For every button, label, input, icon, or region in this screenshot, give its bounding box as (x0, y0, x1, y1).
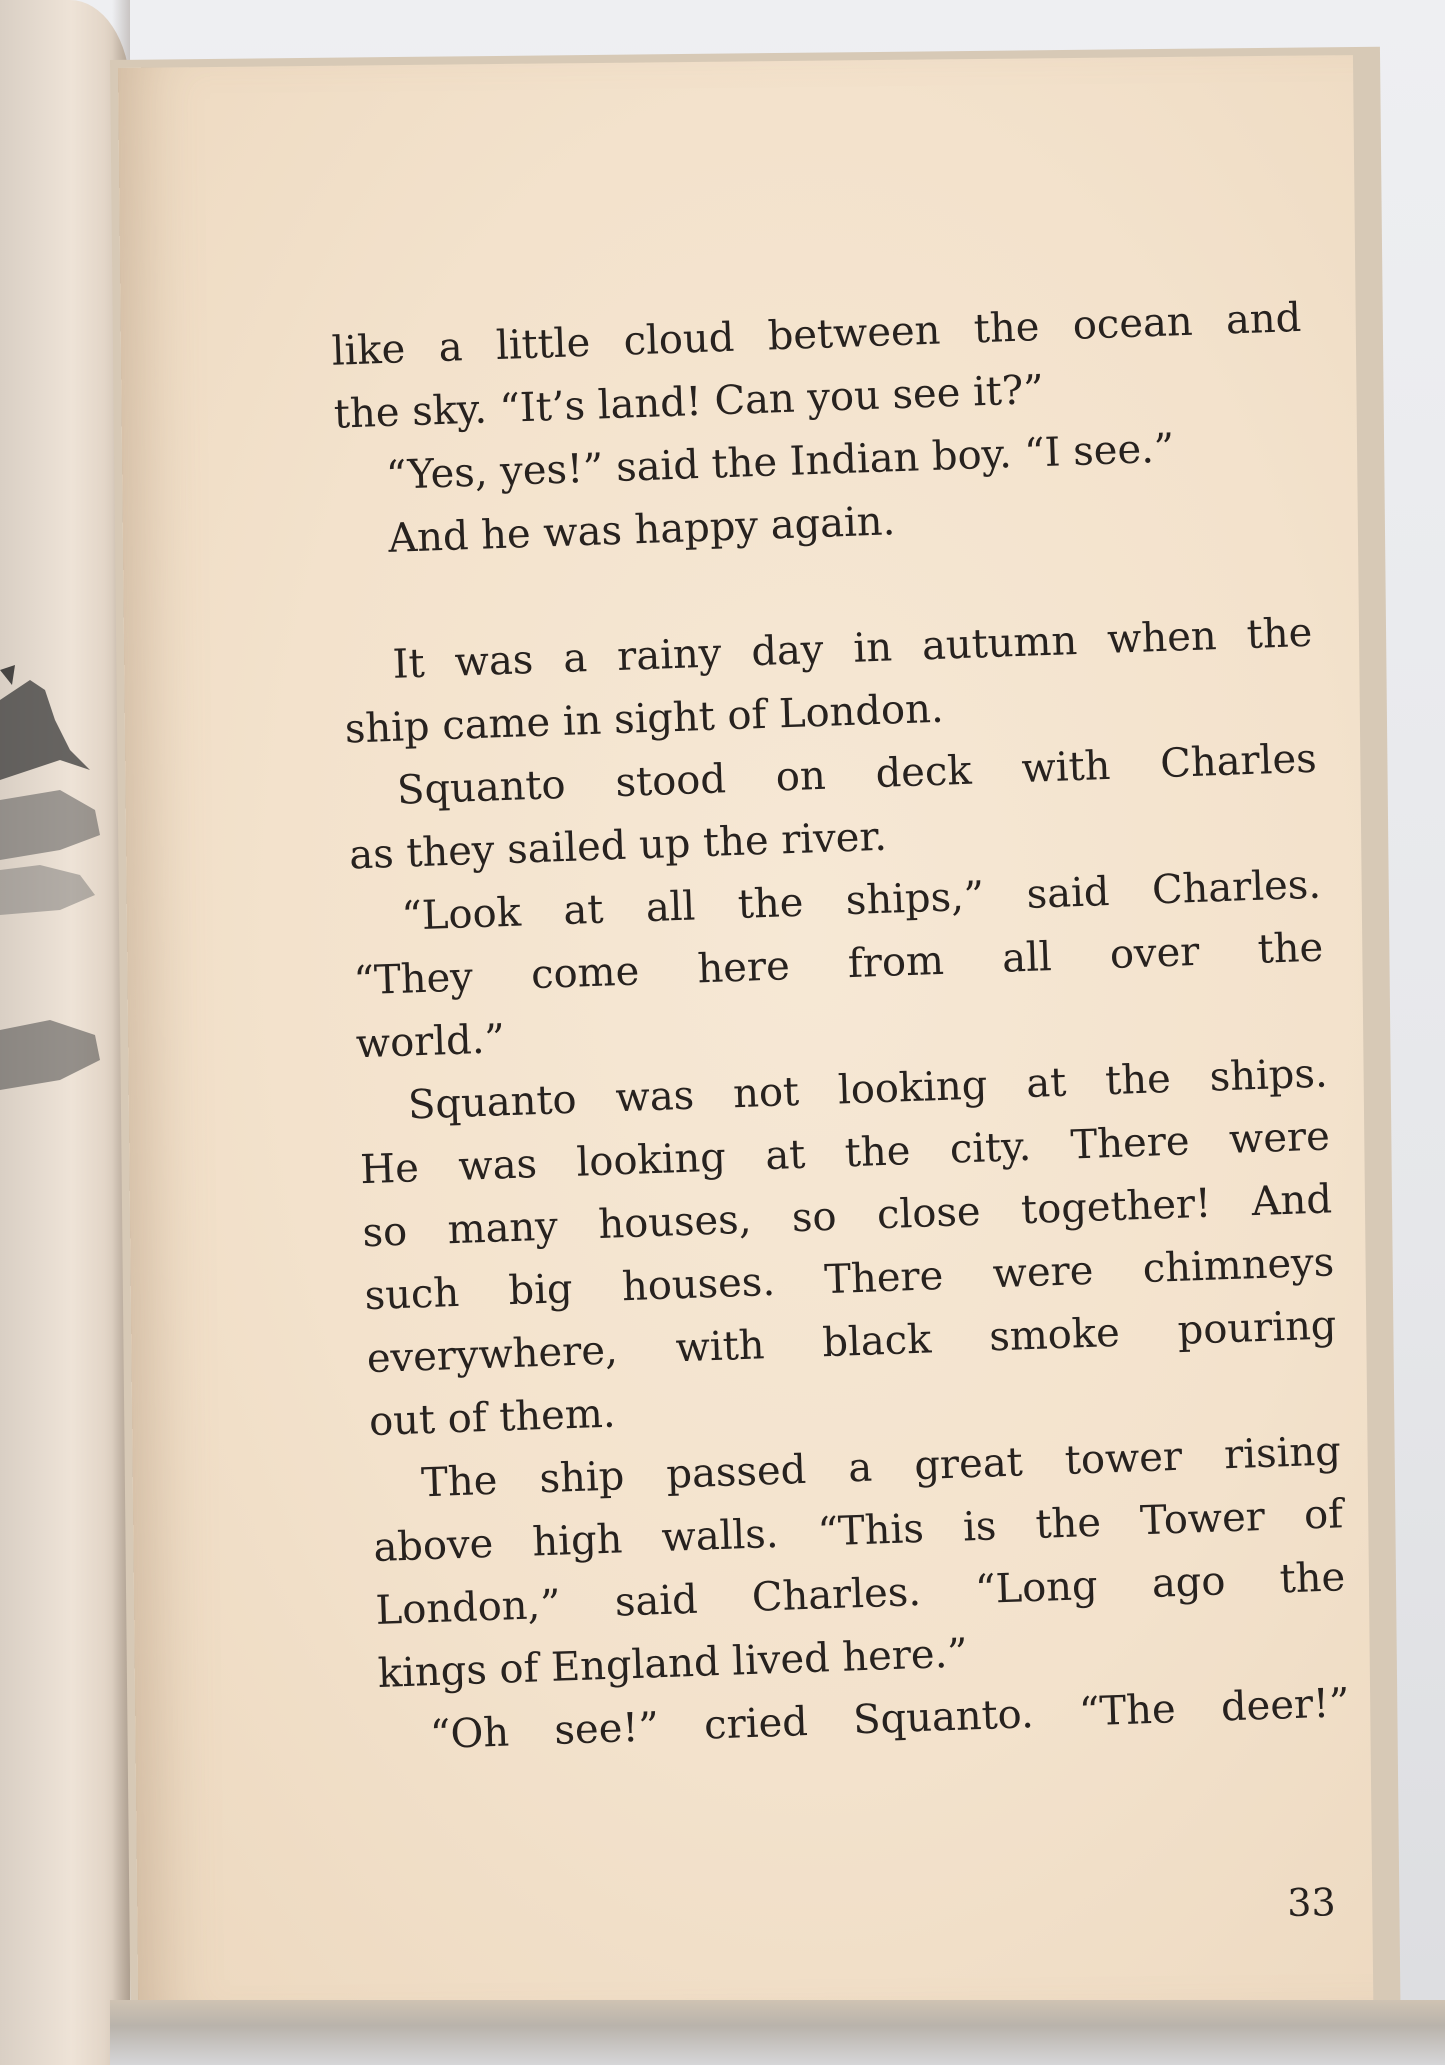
text-line: as they sailed up the river. (348, 813, 888, 879)
text-line: above high walls. “This is the Tower of (372, 1491, 1344, 1572)
page-number: 33 (1287, 1880, 1336, 1925)
book-bottom-edge (110, 2000, 1445, 2065)
text-line: And he was happy again. (387, 498, 896, 562)
text-line: world.” (355, 1016, 506, 1068)
text-line: Squanto was not looking at the ships. (407, 1050, 1329, 1129)
text-line: such big houses. There were chimneys (363, 1239, 1335, 1320)
body-text (331, 287, 1351, 1769)
text-line: kings of England lived here.” (377, 1630, 969, 1697)
text-line: London,” said Charles. “Long ago the (374, 1554, 1346, 1634)
text-line: ship came in sight of London. (344, 685, 945, 753)
text-line: like a little cloud between the ocean and (330, 294, 1302, 375)
text-line: the sky. “It’s land! Can you see it?” (333, 366, 1045, 438)
text-line: He was looking at the city. There were (359, 1113, 1331, 1194)
text-line: “Look at all the ships,” said Charles. (400, 861, 1322, 940)
text-line: The ship passed a great tower rising (420, 1428, 1342, 1507)
text-line: Squanto stood on deck with Charles (396, 735, 1318, 814)
text-line: It was a rainy day in autumn when the (391, 609, 1313, 688)
text-line: so many houses, so close together! And (361, 1176, 1333, 1257)
ink-illustration (0, 660, 110, 1140)
text-line: “Yes, yes!” said the Indian boy. “I see.” (385, 425, 1175, 499)
text-line: “They come here from all over the (352, 924, 1324, 1005)
left-page (0, 0, 130, 2065)
text-line: out of them. (368, 1390, 617, 1446)
text-line: everywhere, with black smoke pouring (366, 1302, 1338, 1383)
right-page (118, 55, 1373, 2013)
text-line: “Oh see!” cried Squanto. “The deer!” (429, 1680, 1351, 1759)
